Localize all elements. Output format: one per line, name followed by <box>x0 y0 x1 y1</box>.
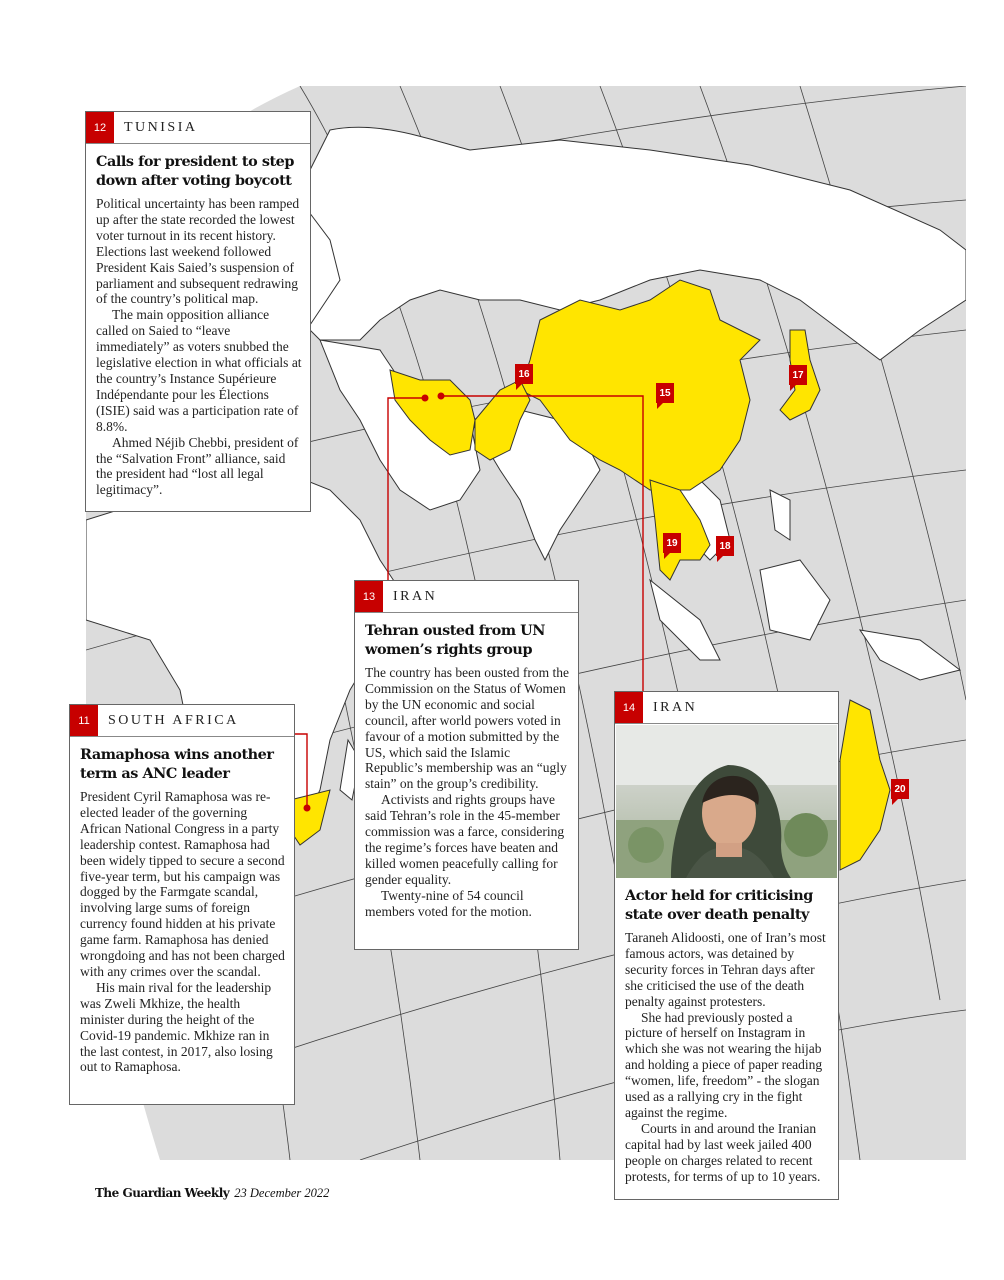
map-marker-17[interactable] <box>789 365 807 385</box>
country-label: IRAN <box>393 588 438 604</box>
map-marker-15[interactable] <box>656 383 674 403</box>
story-panel-iran-un <box>354 580 579 950</box>
map-marker-19[interactable] <box>663 533 681 553</box>
panel-header <box>615 692 838 724</box>
story-headline: Ramaphosa wins another term as ANC leader <box>80 746 274 782</box>
actor-portrait-illustration <box>616 725 837 878</box>
story-headline: Calls for president to step down after voting boycott <box>96 153 294 189</box>
story-panel-iran-actor <box>614 691 839 1200</box>
country-label: TUNISIA <box>124 119 198 135</box>
story-paragraph: Political uncertainty has been ramped up after the state recorded the lowest voter turnout in its recent history. Elections last weekend followed President Kais Saied’s suspension of parliament and subsequent redrawing of the country’s political map. <box>96 196 300 307</box>
marker-label: 16 <box>518 368 530 380</box>
marker-label: 17 <box>792 369 804 381</box>
page-footer <box>95 1186 329 1201</box>
map-marker-18[interactable] <box>716 536 734 556</box>
story-body <box>96 196 302 498</box>
publication-name: The Guardian Weekly <box>95 1186 230 1200</box>
panel-header <box>86 112 310 144</box>
panel-header <box>70 705 294 737</box>
johannesburg-dot <box>304 805 311 812</box>
map-marker-20[interactable] <box>891 779 909 799</box>
actor-photo <box>616 725 837 878</box>
marker-label: 18 <box>719 540 731 552</box>
story-body <box>365 665 570 920</box>
marker-label: 15 <box>659 387 671 399</box>
story-panel-tunisia <box>85 111 311 512</box>
story-number-badge: 13 <box>355 581 383 612</box>
story-paragraph: The main opposition alliance called on Saied to “leave immediately” as voters snubbed the legislative election in what officials at the country’s Instance Supérieure Indépendante pour les Élections (ISIE) said was a participation rate of 8.8%. <box>96 307 302 434</box>
panel-header <box>355 581 578 613</box>
story-paragraph: Twenty-nine of 54 council members voted for the motion. <box>365 887 532 919</box>
story-paragraph: The country has been ousted from the Commission on the Status of Women by the UN economic and social council, after world powers voted in favour of a motion submitted by the US, which said the Islamic Republic’s membership was an “ugly stain” on the group’s credibility. <box>365 665 569 792</box>
story-headline: Tehran ousted from UN women’s rights group <box>365 622 545 658</box>
story-paragraph: She had previously posted a picture of herself on Instagram in which she was not wearing the hijab and holding a piece of paper reading “women, life, freedom” - the slogan used as a rallying cry in the fight against the regime. <box>625 1009 823 1120</box>
country-label: SOUTH AFRICA <box>108 712 239 728</box>
story-paragraph: Courts in and around the Iranian capital had by last week jailed 400 people on charges related to recent protests, for terms of up to 10 years. <box>625 1120 821 1184</box>
story-body <box>80 789 286 1075</box>
story-number-badge: 12 <box>86 112 114 143</box>
story-panel-south-africa <box>69 704 295 1105</box>
story-body <box>625 930 830 1185</box>
tehran-dot-2 <box>438 393 445 400</box>
tehran-dot <box>422 395 429 402</box>
story-headline: Actor held for criticising state over death penalty <box>625 887 813 923</box>
story-paragraph: Taraneh Alidoosti, one of Iran’s most famous actors, was detained by security forces in Tehran days after she criticised the use of the death penalty against protesters. <box>625 930 826 1009</box>
story-paragraph: Activists and rights groups have said Tehran’s role in the 45-member commission was a farce, considering the regime’s forces have beaten and killed women peacefully calling for gender equality. <box>365 792 565 887</box>
marker-label: 19 <box>666 537 678 549</box>
story-number-badge: 14 <box>615 692 643 723</box>
issue-date: 23 December 2022 <box>234 1186 330 1200</box>
story-paragraph: Ahmed Néjib Chebbi, president of the “Salvation Front” alliance, said the president had “lost all legal legitimacy”. <box>96 434 299 498</box>
story-paragraph: President Cyril Ramaphosa was re-elected leader of the governing African National Congress in a party leadership contest. Ramaphosa had been widely tipped to secure a second five-year term, but his campaign was dogged by the Farmgate scandal, involving large sums of foreign currency found hidden at his private game farm. Ramaphosa has denied wrongdoing and has not been charged with any crimes over the scandal. <box>80 789 285 979</box>
map-marker-16[interactable] <box>515 364 533 384</box>
country-label: IRAN <box>653 699 698 715</box>
story-paragraph: His main rival for the leadership was Zweli Mkhize, the health minister during the height of the Covid-19 pandemic. Mkhize ran in the last contest, in 2017, also losing out to Ramaphosa. <box>80 979 273 1075</box>
marker-label: 20 <box>894 783 906 795</box>
story-number-badge: 11 <box>70 705 98 736</box>
